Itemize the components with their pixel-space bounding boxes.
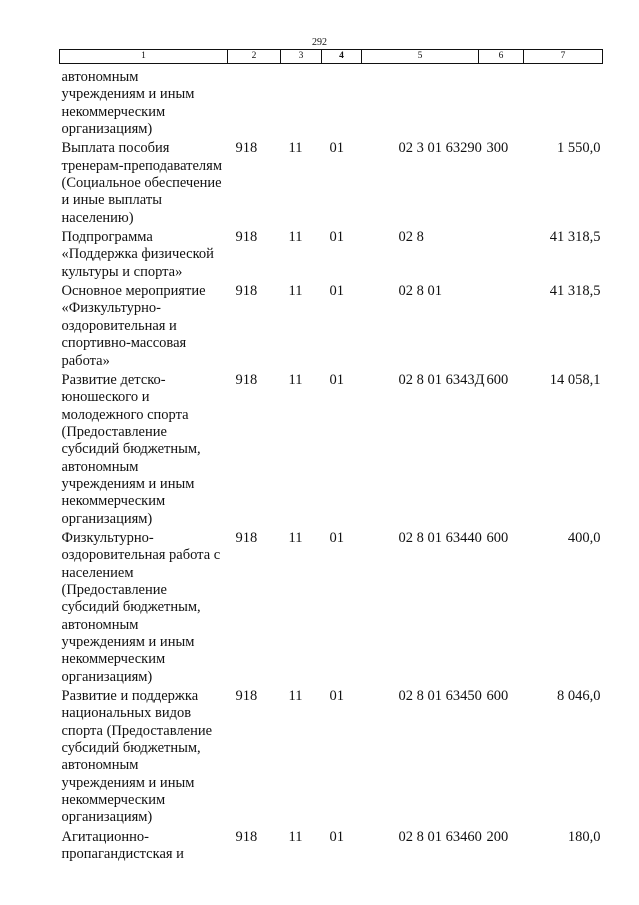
- row-name-line: оздоровительная и: [61, 317, 177, 334]
- column-header-5: 5: [362, 50, 479, 64]
- target-article-cell: 02 8: [398, 229, 424, 246]
- row-name-line: некоммерческим: [61, 103, 166, 120]
- row-name-line: Развитие детско-: [61, 371, 166, 388]
- target-article-cell: 02 8 01 63450: [398, 688, 482, 705]
- expense-type-cell: 300: [486, 140, 509, 157]
- subsection-code-cell: 01: [329, 688, 344, 705]
- column-header-7: 7: [524, 50, 603, 64]
- row-name-line: автономным: [61, 458, 139, 475]
- page-number: 292: [312, 37, 327, 48]
- row-name-line: некоммерческим: [61, 493, 166, 510]
- row-name-line: организациям): [61, 121, 153, 138]
- target-article-cell: [362, 64, 479, 139]
- row-name-line: спорта (Предоставление: [61, 722, 213, 739]
- expense-type-cell: 600: [486, 688, 509, 705]
- subsection-code-cell: 01: [329, 828, 344, 845]
- budget-table: [59, 49, 603, 863]
- administrator-code-cell: [228, 64, 281, 139]
- section-code-cell: [281, 64, 322, 139]
- section-code-cell: 11: [288, 688, 303, 705]
- amount-cell: 1 550,0: [557, 140, 601, 157]
- row-name-cell: [60, 281, 228, 370]
- row-name-line: учреждениям и иным: [61, 774, 195, 791]
- row-name-line: пропагандистская и: [61, 846, 184, 863]
- row-name-line: населению): [61, 209, 134, 226]
- row-name-line: (Предоставление: [61, 423, 167, 440]
- table-row: [60, 64, 603, 139]
- row-name-line: организациям): [61, 510, 153, 527]
- row-name-line: Подпрограмма: [61, 229, 153, 246]
- row-name-cell: [60, 370, 228, 528]
- row-name-cell: [60, 138, 228, 227]
- amount-cell: 41 318,5: [549, 229, 601, 246]
- row-name-cell: [60, 227, 228, 281]
- subsection-code-cell: 01: [329, 140, 344, 157]
- row-name-line: культуры и спорта»: [61, 263, 183, 280]
- expense-type-cell: 200: [486, 828, 509, 845]
- row-name-line: автономным: [61, 757, 139, 774]
- row-name-cell: [60, 64, 228, 139]
- expense-type-cell: 600: [486, 371, 509, 388]
- row-name-line: (Предоставление: [61, 581, 167, 598]
- section-code-cell: 11: [288, 229, 303, 246]
- row-name-line: Развитие и поддержка: [61, 688, 199, 705]
- column-header-4: 4: [322, 50, 362, 64]
- administrator-code-cell: 918: [235, 529, 258, 546]
- row-name-cell: [60, 686, 228, 827]
- row-name-line: Основное мероприятие: [61, 283, 206, 300]
- row-name-line: автономным: [61, 69, 139, 85]
- column-header-6: 6: [479, 50, 524, 64]
- row-name-line: оздоровительная работа с: [61, 547, 221, 564]
- column-header-2: 2: [228, 50, 281, 64]
- administrator-code-cell: 918: [235, 371, 258, 388]
- target-article-cell: 02 8 01: [398, 283, 442, 300]
- row-name-line: и иные выплаты: [61, 192, 162, 209]
- row-name-line: юношеского и: [61, 389, 150, 406]
- column-number-header-row: [60, 50, 603, 64]
- table-body: [60, 64, 603, 864]
- row-name-line: молодежного спорта: [61, 406, 189, 423]
- expense-type-cell: [479, 64, 524, 139]
- amount-cell: 14 058,1: [549, 371, 601, 388]
- target-article-cell: 02 3 01 63290: [398, 140, 482, 157]
- row-name-line: населением: [61, 564, 134, 581]
- amount-cell: 8 046,0: [557, 688, 601, 705]
- subsection-code-cell: 01: [329, 371, 344, 388]
- administrator-code-cell: 918: [235, 229, 258, 246]
- row-name-cell: [60, 827, 228, 864]
- row-name-line: Физкультурно-: [61, 529, 154, 546]
- section-code-cell: 11: [288, 828, 303, 845]
- administrator-code-cell: 918: [235, 140, 258, 157]
- row-name-line: Выплата пособия: [61, 140, 170, 157]
- table-row: [60, 281, 603, 370]
- row-name-line: «Физкультурно-: [61, 300, 161, 317]
- row-name-line: автономным: [61, 616, 139, 633]
- row-name-line: организациям): [61, 668, 153, 685]
- table-row: [60, 827, 603, 864]
- row-name-line: «Поддержка физической: [61, 246, 214, 263]
- row-name-line: организациям): [61, 809, 153, 826]
- row-name-line: учреждениям и иным: [61, 634, 195, 650]
- row-name-line: некоммерческим: [61, 792, 166, 809]
- target-article-cell: 02 8 01 63460: [398, 828, 482, 845]
- row-name-line: спортивно-массовая: [61, 335, 187, 352]
- row-name-line: субсидий бюджетным,: [61, 441, 201, 458]
- row-name-cell: [60, 528, 228, 686]
- amount-cell: 400,0: [567, 529, 601, 546]
- subsection-code-cell: 01: [329, 229, 344, 246]
- amount-cell: [524, 64, 603, 139]
- amount-cell: 180,0: [567, 828, 601, 845]
- row-name-line: национальных видов: [61, 705, 192, 722]
- table-row: [60, 528, 603, 686]
- row-name-line: субсидий бюджетным,: [61, 599, 201, 616]
- table-row: [60, 370, 603, 528]
- administrator-code-cell: 918: [235, 688, 258, 705]
- row-name-line: тренерам-преподавателям: [61, 157, 223, 174]
- section-code-cell: 11: [288, 371, 303, 388]
- expense-type-cell: [479, 281, 524, 370]
- subsection-code-cell: 01: [329, 529, 344, 546]
- administrator-code-cell: 918: [235, 828, 258, 845]
- section-code-cell: 11: [288, 283, 303, 300]
- section-code-cell: 11: [288, 529, 303, 546]
- target-article-cell: 02 8 01 6343Д: [398, 371, 485, 388]
- subsection-code-cell: 01: [329, 283, 344, 300]
- row-name-line: учреждениям и иным: [61, 86, 195, 103]
- subsection-code-cell: [322, 64, 362, 139]
- expense-type-cell: [479, 227, 524, 281]
- row-name-line: учреждениям и иным: [61, 475, 195, 492]
- row-name-line: Агитационно-: [61, 828, 149, 845]
- section-code-cell: 11: [288, 140, 303, 157]
- administrator-code-cell: 918: [235, 283, 258, 300]
- column-header-3: 3: [281, 50, 322, 64]
- row-name-line: некоммерческим: [61, 651, 166, 668]
- table-row: [60, 686, 603, 827]
- row-name-line: работа»: [61, 352, 110, 369]
- expense-type-cell: 600: [486, 529, 509, 546]
- row-name-line: субсидий бюджетным,: [61, 740, 201, 757]
- row-name-line: (Социальное обеспечение: [61, 175, 222, 192]
- target-article-cell: 02 8 01 63440: [398, 529, 482, 546]
- amount-cell: 41 318,5: [549, 283, 601, 300]
- table-row: [60, 227, 603, 281]
- column-header-1: 1: [60, 50, 228, 64]
- table-row: [60, 138, 603, 227]
